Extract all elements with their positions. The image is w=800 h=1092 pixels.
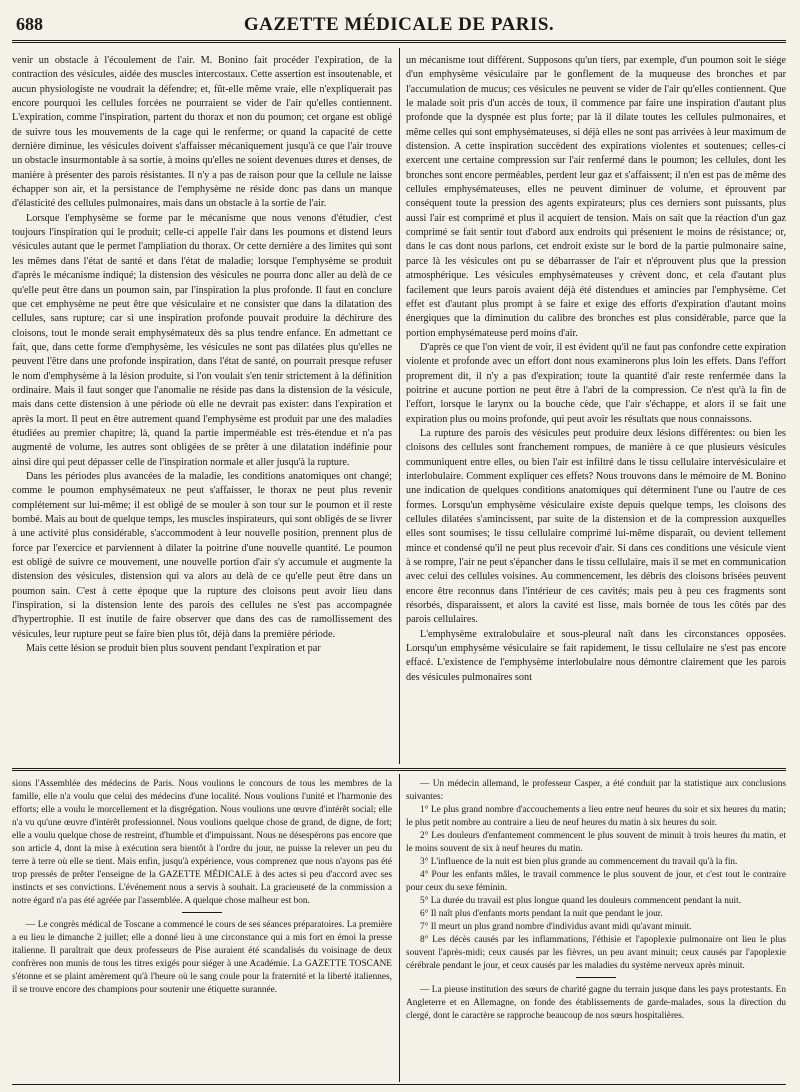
paragraph: un mécanisme tout différent. Supposons qu'un tiers, par exemple, d'un poumon soit le siége d'un emphysème vésiculaire par le gonflement de la muqueuse des bronches et par l'accumulation de mucus; ces vésicules ne peuvent se vider de l'air qu'elles contiennent. Que le malade soit pris d'un accès de toux, il commence par faire une inspiration d'autant plus profonde que la dyspnée est plus forte; par là il dilate toutes les cellules pulmonaires, et même celles qui sont emphysémateuses, si déjà elles ne sont pas arrivées à leur maximum de distension. A cette inspiration succèdent des expirations violentes et soutenues; celles-ci exercent une certaine compression sur l'air renfermé dans le poumon; les cellules, dont les bronches sont encore perméables, perdent leur gaz et s'affaissent; il n'en est pas de même des cellules emphysémateuses, elles ne peuvent diminuer de volume, et éprouvent par conséquent toute la pression des agents expirateurs; plus ces derniers sont puissants, plus aussi l'air est comprimé et plus il acquiert de tension. Mais on sait que la réaction d'un gaz comprimé se fait sentir tout d'abord aux endroits qui présentent le moins de résistance; or, dans le cas dont nous parlons, cet endroit existe sur le bord de la partie pulmonaire saine, parce là les vésicules ont pu se débarrasser de l'air et n'éprouvent plus que la pression atmosphérique. Les vésicules emphysémateuses y crèvent donc, et cela d'autant plus facilement que leurs parois avaient déjà été distendues et amincies par l'emphysème. Cet effet est d'autant plus prompt à se faire et exige des efforts d'expiration d'autant moins énergiques que la diminution du calibre des bronches est plus considérable, parce que la portion emphysémateuse perd moins d'air.: [406, 55, 786, 339]
separator-rule: [576, 977, 616, 978]
separator-rule: [182, 912, 222, 913]
column-divider: [399, 774, 400, 1082]
paragraph: sions l'Assemblée des médecins de Paris. Nous voulions le concours de tous les membres de la famille, elle n'a voulu que celui des médecins d'une localité. Nous voulions l'unité et l'harmonie des efforts; elle a voulu le morcellement et la disgrégation. Nous voulions une œuvre d'intérêt social; elle n'a vu qu'une œuvre d'intérêt professionnel. Nous voulions quelque chose de grand, de digne, de fort; elle a voulu quelque chose de restreint, d'humble et d'impuissant. Nous ne désespérons pas encore que son article 4, dont la mise à exécution sera bientôt à l'ordre du jour, ne puisse la relever un peu du terre à terre où elle se tient. Mais enfin, jusqu'à expérience, vous comprenez que nous n'ayons pas été trop pressés de prêter l'enseigne de la GAZETTE MÉDICALE à des actes si peu d'accord avec ses instincts et ses convictions. L'événement nous a servis à souhait. La gracieuseté de la commission a notre égard n'a pas été agréée par l'assemblée. A quelque chose malheur est bon.: [12, 779, 392, 906]
news-column-left: [12, 778, 392, 1080]
paragraph: — La pieuse institution des sœurs de charité gagne du terrain jusque dans les pays protestants. En Angleterre et en Allemagne, on fonde des établissements de garde-malades, sous la direction du clergé, dont le caractère se rapproche beaucoup de nos sœurs hospitalières.: [406, 985, 786, 1021]
list-item: 8° Les décès causés par les inflammations, l'éthisie et l'apoplexie pulmonaire ont lieu le plus souvent l'après-midi; ceux causés par les fièvres, un peu avant minuit; ceux causés par l'apoplexie cérébrale pendant le jour, et ceux causés par les maladies du système nerveux après minuit.: [406, 935, 786, 971]
newspaper-page: [12, 8, 786, 1086]
footer-rule: [12, 1084, 786, 1085]
list-item: 7° Il meurt un plus grand nombre d'individus avant midi qu'avant minuit.: [420, 922, 692, 932]
list-item: 2° Les douleurs d'enfantement commencent le plus souvent de minuit à trois heures du matin, et le moins souvent de six à neuf heures du matin.: [406, 831, 786, 854]
paragraph: La rupture des parois des vésicules peut produire deux lésions différentes: ou bien les cloisons des cellules sont franchement rompues, de manière à ce que plusieurs vésicules communiquent entre elles, ou bien l'air est infiltré dans le tissu cellulaire intervésiculaire et interlobulaire. Comment expliquer ces effets? Nous trouvons dans le mémoire de M. Bonino une indication de quelques conditions anatomiques qui déterminent l'une ou l'autre de ces formes. Lorsqu'un emphysème vésiculaire existe depuis quelque temps, les cloisons des cellules dilatées s'amincissent, par suite de la distension et de la compression auxquelles elles sont soumises; le tissu cellulaire comprimé lui-même disparaît, ou devient tellement mince et condensé qu'il ne peut plus recevoir d'air. Si dans ces conditions une vésicule vient à se rompre, l'air ne peut s'épancher dans le tissu cellulaire, mais il se met en communication avec celui des cellules voisines. Au commencement, les débris des cloisons brisées peuvent encore être reconnus dans l'intérieur de ces cavités; mais peu à peu ces fragments sont résorbés, disparaissent, et alors la cavité est lisse, mais bornée de tous les côtés par des parois cellulaires.: [406, 427, 786, 626]
list-item: 5° La durée du travail est plus longue quand les douleurs commencent pendant la nuit.: [420, 896, 742, 906]
header-rule: [12, 40, 786, 43]
article-column-right: [406, 54, 786, 760]
list-item: 6° Il naît plus d'enfants morts pendant la nuit que pendant le jour.: [420, 909, 663, 919]
page-number: 688: [16, 14, 43, 34]
paragraph: Lorsque l'emphysème se forme par le mécanisme que nous venons d'étudier, c'est toujours l'inspiration qui le produit; celle-ci appelle l'air dans les poumons et distend leurs vésicules autant que le permet l'ampliation du thorax. Or cette dernière a des limites qui sont les mêmes dans l'état de santé et dans l'état de maladie; lorsque l'emphysème se produit d'après le mécanisme indiqué; la distension des vésicules ne pourra donc aller au delà de ce qu'elle peut être dans un poumon sain, par l'inspiration la plus profonde. Il faut en conclure que cet emphysème ne peut être que vésiculaire et ne consister que dans la dilatation des cellules, sans rupture; car si une inspiration profonde pouvait produire la déchirure des cloisons, tout le monde serait emphysémateux dès sa plus tendre enfance. En admettant ce fait, que, dans cette forme d'emphysème, les vésicules ne sont pas dilatées plus qu'elles ne peuvent l'être dans une profonde inspiration, dans l'état de santé, on pourrait presque refuser le nom d'emphysème à la lésion produite, si l'on voulait s'en tenir strictement à la définition ordinaire. Mais il faut songer que l'anomalie ne réside pas dans la distension de la vésicule, mais dans cette distension à une période où elle ne devrait pas exister: dans l'expiration et après la mort. Il peut en être autrement quand l'emphysème est produit par une des maladies étudiées au premier chapitre; là, quand la partie imperméable est très-étendue et n'a pas augmenté de volume, les autres sont obligées de se prêter à une dilatation indéfinie pour ainsi dire qui peut dépasser celle de l'inspiration normale et aller jusqu'à la rupture.: [12, 212, 392, 468]
paragraph: L'emphysème extralobulaire et sous-pleural naît dans les circonstances opposées. Lorsqu'un emphysème vésiculaire se fait rapidement, le tissu cellulaire ne s'est pas encore effacé. L'existence de l'emphysème interlobulaire nous démontre clairement que les parois des vésicules pulmonaires sont: [406, 628, 786, 683]
news-column-right: [406, 778, 786, 1080]
paragraph: — Le congrès médical de Toscane a commencé le cours de ses séances préparatoires. La première a eu lieu le dimanche 2 juillet; elle a donné lieu à une circonstance qui a mis fort en émoi la presse italienne. Il paraîtrait que deux professeurs de Pise auraient été scandalisés du voisinage de deux confrères non munis de tous les titres exigés pour siéger à une Académie. La GAZETTE TOSCANE s'étonne et se plaint amèrement qu'à l'heure où le sang coule pour la fraternité et la liberté italiennes, il se trouve encore des champions pour soutenir une étiquette surannée.: [12, 920, 392, 995]
article-column-left: [12, 54, 392, 760]
paragraph: — Un médecin allemand, le professeur Casper, a été conduit par la statistique aux conclusions suivantes:: [406, 779, 786, 802]
journal-title: GAZETTE MÉDICALE DE PARIS.: [243, 14, 555, 35]
list-item: 3° L'influence de la nuit est bien plus grande au commencement du travail qu'à la fin.: [420, 857, 738, 867]
paragraph: venir un obstacle à l'écoulement de l'air. M. Bonino fait procéder l'expiration, de la contraction des vésicules, aidée des muscles intercostaux. Cette assertion est insoutenable, et aucun physiologiste ne voudrait la défendre; et, fût-elle même vraie, elle n'expliquerait pas encore pourquoi les cellules forcées ne pourraient se vider de l'air qu'elles contiennent. L'expiration, comme l'inspiration, partent du thorax et non du poumon; cet organe est obligé de suivre tous les mouvements de la cage qui le renferme; or quand la capacité de cette dernière diminue, les vésicules doivent s'affaisser mécaniquement jusqu'à ce que l'air trouve un obstacle insurmontable à sa sortie, à moins qu'elles ne soient devenues dures et denses, de manière à présenter des parois résistantes. Il n'y a pas de raison pour que la cellule ne laisse échapper son air, et la persistance de l'emphysème ne réside donc pas dans un manque d'élasticité des cellules pulmonaires, mais dans un obstacle à la sortie de l'air.: [12, 55, 392, 210]
paragraph: Mais cette lésion se produit bien plus souvent pendant l'expiration et par: [26, 643, 321, 655]
paragraph: D'après ce que l'on vient de voir, il est évident qu'il ne faut pas confondre cette expiration violente et profonde avec un effort dont nous examinerons plus loin les effets. Dans l'effort proprement dit, il n'y a pas d'expiration; toute la quantité d'air reste renfermée dans la poitrine et aucune portion ne peut être à l'abri de la compression. Ce n'est qu'à la fin de l'effort, lorsque le larynx ou la bouche cède, que l'air s'échappe, et alors il se fait une expiration plus ou moins profonde, qui peut avoir les résultats que nous connaissons.: [406, 341, 786, 425]
column-divider: [399, 48, 400, 764]
paragraph: Dans les périodes plus avancées de la maladie, les conditions anatomiques ont changé; comme le poumon emphysémateux ne peut s'affaisser, le thorax ne peut plus revenir complétement sur lui-même; il est obligé de se mouler à son tour sur le poumon et il reste bombé. Mais au bout de quelque temps, les muscles inspirateurs, qui sont obligés de se livrer à une activité plus considérable, s'accommodent à leur nouvelle position, prennent plus de force par l'exercice et parviennent à dilater la poitrine d'une nouvelle quantité. Le poumon est obligé de suivre ce mouvement, une nouvelle portion d'air s'y accumule et augmente la distension des vésicules, distension qui va alors au delà de ce qu'elle peut être dans un poumon sain. C'est à cette époque que la rupture des cloisons peut avoir lieu dans l'inspiration, si la distension lente des parois des cellules ne s'est pas accompagnée d'hypertrophie. Il est inutile de faire observer que dans des cas de ramollissement des vésicules, leur rupture peut se faire bien plus tôt, déjà dans la première période.: [12, 470, 392, 640]
list-item: 1° Le plus grand nombre d'accouchements a lieu entre neuf heures du soir et six heures du matin; le plus petit nombre au contraire a lieu de neuf heures du matin à six heures du soir.: [406, 805, 786, 828]
page-header: [12, 8, 786, 38]
section-rule: [12, 768, 786, 771]
list-item: 4° Pour les enfants mâles, le travail commence le plus souvent de jour, et c'est tout le contraire pour ceux du sexe féminin.: [406, 870, 786, 893]
